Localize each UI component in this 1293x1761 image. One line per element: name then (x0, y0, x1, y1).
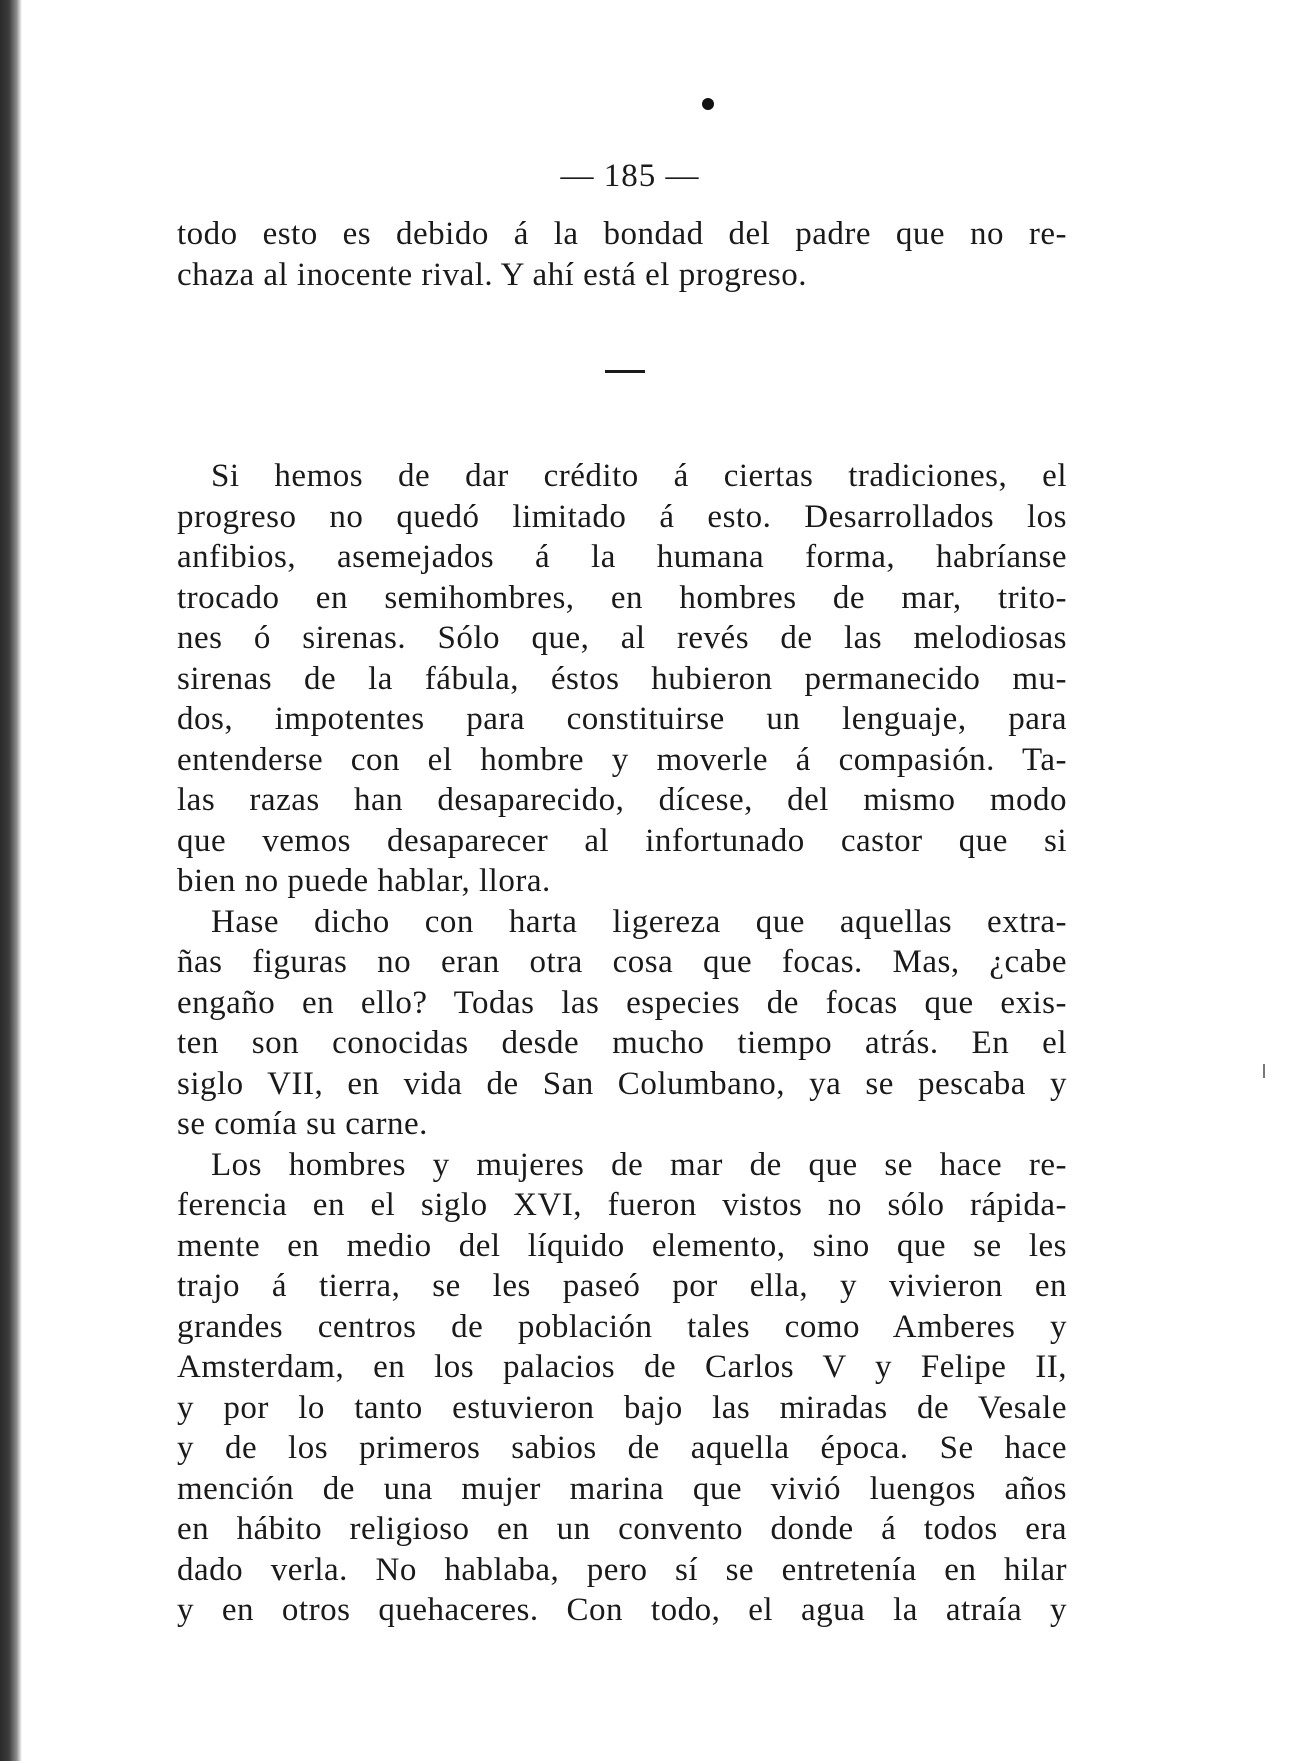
text-line: mención de una mujer marina que vivió luengos años (177, 1470, 1067, 1507)
text-line: grandes centros de población tales como Amberes y (177, 1308, 1067, 1345)
margin-mark (1263, 1064, 1265, 1078)
text-line: Hase dicho con harta ligereza que aquellas extra- (211, 903, 1067, 940)
text-line: y en otros quehaceres. Con todo, el agua la atraía y (177, 1592, 1067, 1628)
text-line: nes ó sirenas. Sólo que, al revés de las melodiosas (177, 620, 1067, 656)
text-line: las razas han desaparecido, dícese, del mismo modo (177, 782, 1067, 818)
main-text (177, 456, 1067, 1631)
text-line: ten son conocidas desde mucho tiempo atrás. En el (177, 1025, 1067, 1061)
page-number: — 185 — (560, 158, 700, 194)
text-line: progreso no quedó limitado á esto. Desarrollados los (177, 498, 1067, 535)
text-line: y de los primeros sabios de aquella época. Se hace (177, 1430, 1067, 1466)
text-line: Amsterdam, en los palacios de Carlos V y Felipe II, (177, 1349, 1067, 1385)
text-line: ferencia en el siglo XVI, fueron vistos no sólo rápida- (177, 1187, 1067, 1223)
text-line: se comía su carne. (177, 1106, 428, 1142)
paragraph (177, 1145, 1067, 1631)
text-line: siglo VII, en vida de San Columbano, ya se pescaba y (177, 1065, 1067, 1102)
text-line: engaño en ello? Todas las especies de focas que exis- (177, 984, 1067, 1021)
ink-speck (702, 98, 714, 110)
text-line: Si hemos de dar crédito á ciertas tradiciones, el (211, 458, 1067, 494)
text-line: Los hombres y mujeres de mar de que se hace re- (211, 1146, 1067, 1183)
text-line: anfibios, asemejados á la humana forma, habríanse (177, 539, 1067, 575)
text-line: ñas figuras no eran otra cosa que focas. Mas, ¿cabe (177, 944, 1067, 980)
paragraph (177, 456, 1067, 902)
text-line: en hábito religioso en un convento donde á todos era (177, 1511, 1067, 1547)
text-line: bien no puede hablar, llora. (177, 863, 551, 899)
paragraph (177, 902, 1067, 1145)
page-binding-edge (0, 0, 22, 1761)
text-line: trajo á tierra, se les paseó por ella, y vivieron en (177, 1268, 1067, 1304)
text-line: entenderse con el hombre y moverle á compasión. Ta- (177, 741, 1067, 778)
section-break-rule (605, 370, 645, 373)
text-line: que vemos desaparecer al infortunado castor que si (177, 822, 1067, 859)
text-line: chaza al inocente rival. Y ahí está el progreso. (177, 256, 807, 293)
text-line: todo esto es debido á la bondad del padre que no re- (177, 216, 1067, 252)
text-line: dado verla. No hablaba, pero sí se entretenía en hilar (177, 1551, 1067, 1588)
top-paragraph (177, 214, 1067, 295)
text-line: y por lo tanto estuvieron bajo las miradas de Vesale (177, 1389, 1067, 1426)
text-line: sirenas de la fábula, éstos hubieron permanecido mu- (177, 660, 1067, 697)
text-line: mente en medio del líquido elemento, sino que se les (177, 1227, 1067, 1264)
text-line: dos, impotentes para constituirse un lenguaje, para (177, 701, 1067, 737)
text-line: trocado en semihombres, en hombres de mar, trito- (177, 579, 1067, 616)
